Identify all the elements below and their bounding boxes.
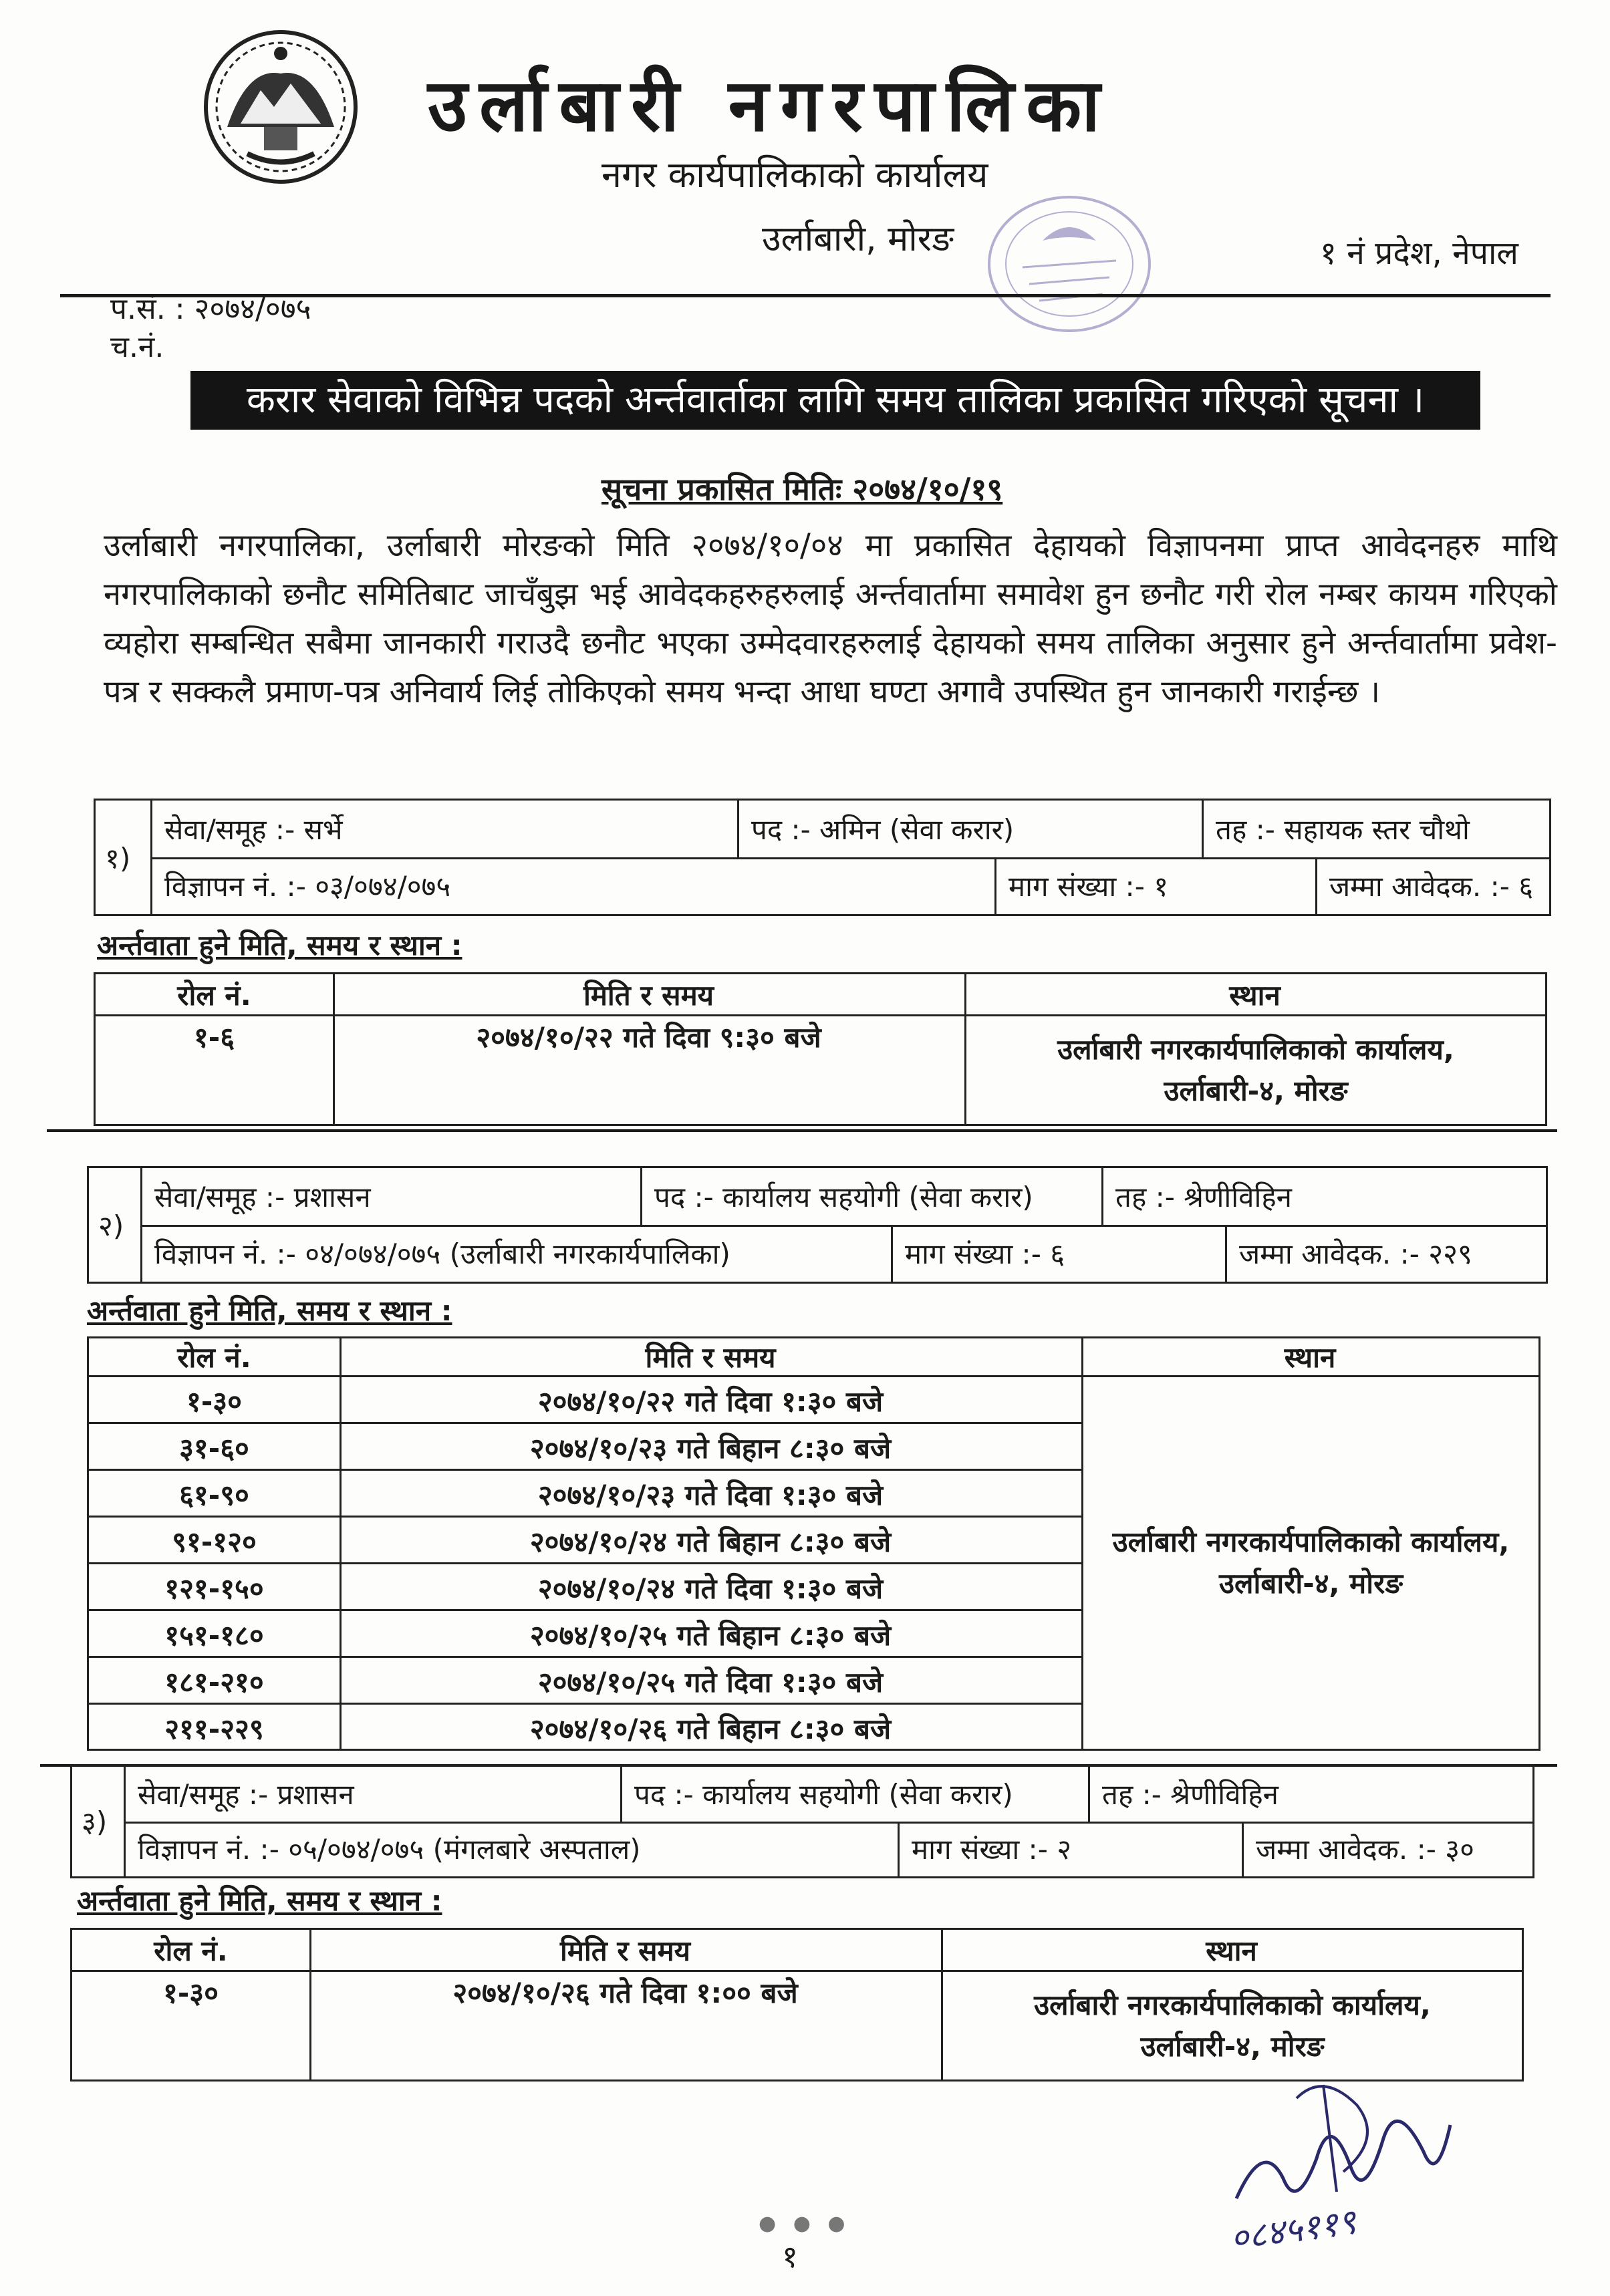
page-dots: ● ● ● xyxy=(759,2212,851,2235)
roll-number-cell: १-३० xyxy=(186,1385,242,1418)
datetime-cell: २०७४/१०/२३ गते बिहान ८:३० बजे xyxy=(529,1431,892,1465)
datetime-cell: २०७४/१०/२६ गते बिहान ८:३० बजे xyxy=(529,1712,892,1745)
service-group: सेवा/समूह :- प्रशासन xyxy=(154,1181,371,1213)
venue-line: उर्लाबारी-४, मोरङ xyxy=(1140,2029,1325,2063)
datetime-cell: २०७४/१०/२५ गते दिवा १:३० बजे xyxy=(537,1665,884,1699)
datetime-cell: २०७४/१०/२२ गते दिवा १:३० बजे xyxy=(537,1385,884,1418)
roll-number-cell: १२१-१५० xyxy=(164,1572,264,1605)
service-group: सेवा/समूह :- सर्भे xyxy=(164,813,343,846)
section-3-info xyxy=(70,1764,1534,1878)
demand-count: माग संख्या :- २ xyxy=(898,1822,1242,1877)
demand-count: माग संख्या :- ६ xyxy=(891,1225,1225,1282)
level: तह :- श्रेणीविहिन xyxy=(1101,1168,1546,1225)
venue-line: उर्लाबारी नगरकार्यपालिकाको कार्यालय, xyxy=(1034,1988,1431,2021)
venue-line: उर्लाबारी नगरकार्यपालिकाको कार्यालय, xyxy=(1057,1032,1454,1066)
datetime-cell: २०७४/१०/२३ गते दिवा १:३० बजे xyxy=(537,1478,884,1512)
column-venue: स्थान xyxy=(1229,978,1281,1012)
roll-number-cell: ३१-६० xyxy=(179,1431,249,1465)
column-roll: रोल नं. xyxy=(154,1934,228,1967)
total-applicants: जम्मा आवेदक. :- २२९ xyxy=(1225,1225,1546,1282)
roll-number-cell: ६१-९० xyxy=(179,1478,249,1512)
province-address: १ नं प्रदेश, नेपाल xyxy=(1320,235,1518,272)
advertisement-number: विज्ञापन नं. :- ०३/०७४/०७५ xyxy=(164,870,451,903)
roll-number-cell: १-३० xyxy=(163,1976,219,2009)
advertisement-number: विज्ञापन नं. :- ०४/०७४/०७५ (उर्लाबारी नगरकार्यपालिका) xyxy=(154,1238,730,1270)
notice-title: करार सेवाको विभिन्न पदको अर्न्तवार्ताका लागि समय तालिका प्रकासित गरिएको सूचना । xyxy=(190,371,1480,430)
section-1-info xyxy=(94,799,1551,916)
table-row xyxy=(89,1705,1081,1751)
schedule-title: अर्न्तवाता हुने मिति, समय र स्थान : xyxy=(97,929,462,962)
schedule-title: अर्न्तवाता हुने मिति, समय र स्थान : xyxy=(87,1294,452,1327)
advertisement-number: विज्ञापन नं. :- ०५/०७४/०७५ (मंगलबारे अस्पताल) xyxy=(138,1833,641,1866)
section-number: ३) xyxy=(72,1766,126,1876)
table-row xyxy=(72,1972,941,2082)
post: पद :- कार्यालय सहयोगी (सेवा करार) xyxy=(640,1168,1101,1225)
level: तह :- श्रेणीविहिन xyxy=(1088,1766,1532,1822)
office-name: नगर कार्यपालिकाको कार्यालय xyxy=(601,154,988,196)
dispatch-number: च.नं. xyxy=(110,330,164,364)
signature-number: ०८४५११९ xyxy=(1228,2202,1359,2259)
column-venue: स्थान xyxy=(1206,1934,1257,1967)
venue xyxy=(966,1016,1545,1124)
nepal-emblem-icon xyxy=(200,27,361,187)
table-row xyxy=(96,1016,964,1127)
datetime-cell: २०७४/१०/२५ गते बिहान ८:३० बजे xyxy=(529,1618,892,1652)
roll-number-cell: ९१-१२० xyxy=(172,1525,257,1558)
post: पद :- कार्यालय सहयोगी (सेवा करार) xyxy=(620,1766,1088,1822)
datetime-cell: २०७४/१०/२४ गते दिवा १:३० बजे xyxy=(537,1572,884,1605)
column-datetime: मिति र समय xyxy=(583,978,714,1012)
column-datetime: मिति र समय xyxy=(559,1934,691,1967)
datetime-cell: २०७४/१०/२६ गते दिवा १:०० बजे xyxy=(452,1976,798,2009)
level: तह :- सहायक स्तर चौथो xyxy=(1202,801,1549,857)
publish-date: सूचना प्रकासित मितिः २०७४/१०/१९ xyxy=(601,471,1003,507)
table-row xyxy=(89,1471,1081,1518)
table-row xyxy=(89,1377,1081,1424)
service-group: सेवा/समूह :- प्रशासन xyxy=(138,1777,354,1811)
column-roll: रोल नं. xyxy=(177,978,251,1012)
schedule-table xyxy=(94,972,1547,1126)
office-address: उर्लाबारी, मोरङ xyxy=(762,219,954,259)
column-roll: रोल नं. xyxy=(177,1341,251,1374)
table-row xyxy=(89,1611,1081,1658)
table-row xyxy=(89,1424,1081,1471)
venue-line: उर्लाबारी-४, मोरङ xyxy=(1218,1567,1403,1600)
schedule-title: अर्न्तवाता हुने मिति, समय र स्थान : xyxy=(77,1884,442,1917)
total-applicants: जम्मा आवेदक. :- ६ xyxy=(1315,857,1549,914)
table-row xyxy=(89,1658,1081,1705)
section-number: १) xyxy=(96,801,152,914)
table-row xyxy=(89,1564,1081,1611)
section-2-info xyxy=(87,1166,1548,1284)
intro-paragraph: उर्लाबारी नगरपालिका, उर्लाबारी मोरङको मिति २०७४/१०/०४ मा प्रकासित देहायको विज्ञापनमा प्राप्त आवेदनहरु माथि नगरपालिकाको छनौट समितिबाट जाचँबुझ भई आवेदकहरुहरुलाई अर्न्तवार्तामा समावेश हुन छनौट गरी रोल नम्बर कायम गरिएको व्यहोरा सम्बन्धित सबैमा जानकारी गराउदै छनौट भएका उम्मेदवारहरुलाई देहायको समय तालिका अनुसार हुने अर्न्तवार्तामा प्रवेश-पत्र र सक्कलै प्रमाण-पत्र अनिवार्य लिई तोकिएको समय भन्दा आधा घण्टा अगावै उपस्थित हुन जानकारी गराईन्छ । xyxy=(104,527,1557,710)
datetime-cell: २०७४/१०/२४ गते बिहान ८:३० बजे xyxy=(529,1525,892,1558)
roll-number-cell: १-६ xyxy=(193,1020,235,1054)
column-venue: स्थान xyxy=(1284,1341,1336,1374)
table-row xyxy=(89,1518,1081,1564)
total-applicants: जम्मा आवेदक. :- ३० xyxy=(1242,1822,1532,1877)
reference-number: प.सं. : २०७४/०७५ xyxy=(110,292,311,326)
roll-number-cell: १८१-२१० xyxy=(164,1665,264,1699)
section-number: २) xyxy=(89,1168,142,1282)
section-divider xyxy=(47,1129,1557,1132)
office-stamp-icon xyxy=(982,187,1156,341)
page-number: १ xyxy=(782,2239,798,2275)
roll-number-cell: २११-२२९ xyxy=(164,1712,264,1745)
post: पद :- अमिन (सेवा करार) xyxy=(737,801,1202,857)
schedule-table xyxy=(87,1336,1540,1751)
venue-line: उर्लाबारी नगरकार्यपालिकाको कार्यालय, xyxy=(1112,1526,1510,1558)
venue-line: उर्लाबारी-४, मोरङ xyxy=(1164,1074,1348,1107)
datetime-cell: २०७४/१०/२२ गते दिवा ९:३० बजे xyxy=(476,1020,821,1054)
roll-number-cell: १५१-१८० xyxy=(164,1618,264,1652)
demand-count: माग संख्या :- १ xyxy=(994,857,1315,914)
column-datetime: मिति र समय xyxy=(645,1341,776,1374)
venue xyxy=(1083,1377,1538,1749)
organization-name: उर्लाबारी नगरपालिका xyxy=(428,64,1113,148)
